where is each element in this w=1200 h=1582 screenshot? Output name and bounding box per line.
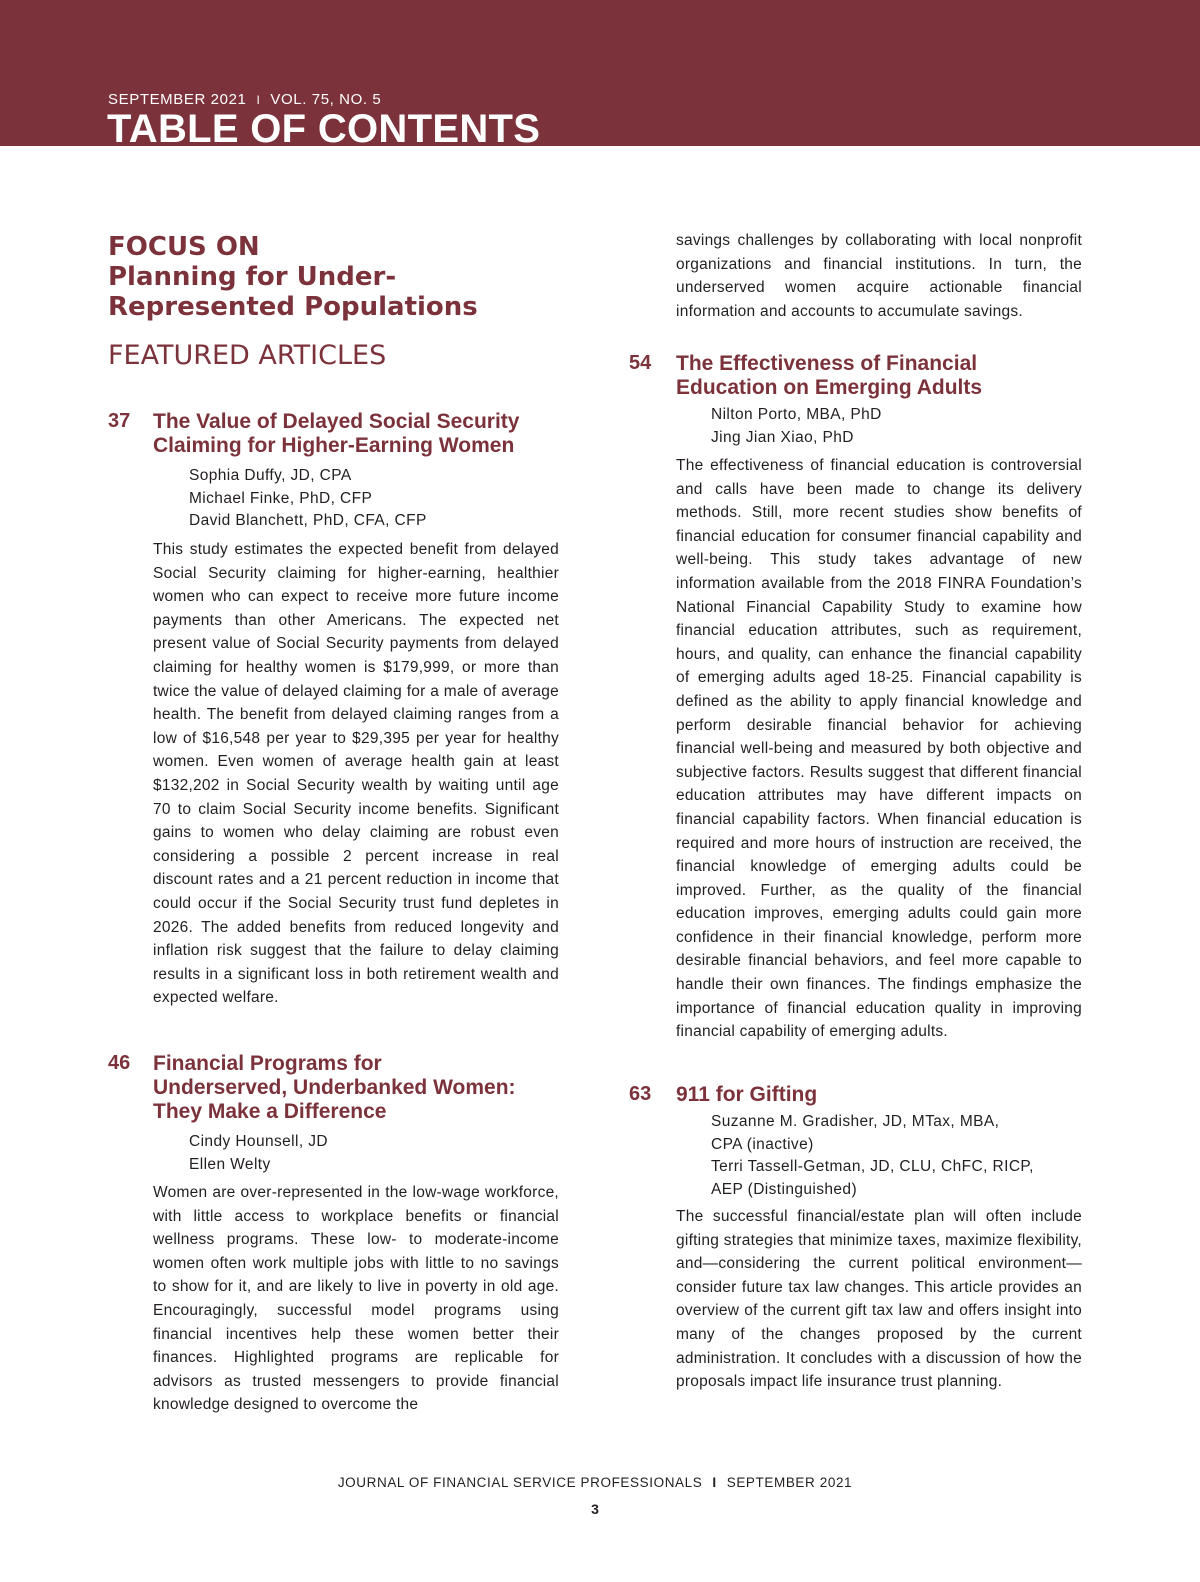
article-abstract: Women are over-represented in the low-wage workforce, with little access to workplace benefits or financial wellness programs. These low- to moderate-income women often work multiple jobs with little to no savings to show for it, and are likely to live in poverty in old age. Encouragingly, successful model programs using financial incentives help these women better their finances. Highlighted programs are replicable for advisors as trusted messengers to provide financial knowledge designed to overcome the (153, 1184, 559, 1414)
author-name: Ellen Welty (189, 1155, 271, 1173)
article-entry-54 (629, 352, 1083, 1062)
article-page-number: 63 (629, 1083, 652, 1105)
issue-volume: VOL. 75, NO. 5 (270, 91, 382, 108)
article-entry-63 (629, 1083, 1083, 1433)
article-title[interactable] (153, 410, 573, 458)
article-abstract: The successful financial/estate plan will often include gifting strategies that minimize taxes, maximize flexibility, and—considering the current political environment—consider future tax law changes. This article provides an overview of the current gift tax law and offers insight into many of the changes proposed by the current administration. It concludes with a discussion of how the proposals impact life insurance trust planning. (676, 1208, 1082, 1391)
focus-heading-line-3: Represented Populations (108, 292, 478, 322)
article-title-line: The Value of Delayed Social Security (153, 410, 520, 433)
article-authors (189, 1131, 328, 1176)
author-name: Suzanne M. Gradisher, JD, MTax, MBA, (711, 1113, 1000, 1130)
issue-info (108, 91, 381, 108)
article-title[interactable] (676, 1083, 1086, 1107)
page-number: 3 (591, 1501, 599, 1517)
focus-heading-line-2: Planning for Under- (108, 262, 397, 292)
masthead-banner (0, 0, 1200, 146)
footer-journal-line (0, 1475, 1190, 1490)
issue-date: SEPTEMBER 2021 (108, 91, 247, 108)
author-name: Cindy Hounsell, JD (189, 1133, 329, 1150)
author-name: Jing Jian Xiao, PhD (711, 428, 854, 446)
author-name: Nilton Porto, MBA, PhD (711, 406, 882, 423)
article-entry-46 (108, 1052, 560, 1422)
page-title: TABLE OF CONTENTS (107, 107, 541, 146)
article-title-line: The Effectiveness of Financial (676, 352, 978, 375)
issue-separator: I (256, 93, 261, 107)
article-title-line: They Make a Difference (153, 1100, 387, 1123)
article-authors (711, 404, 882, 449)
focus-heading-line-1: FOCUS ON (108, 232, 260, 262)
footer-separator: I (712, 1475, 717, 1490)
article-abstract-continued: savings challenges by collaborating with local nonprofit organizations and financial institutions. In turn, the underserved women acquire actionable financial information and accounts to accumulate savings. (676, 232, 1082, 320)
article-authors (189, 465, 427, 533)
article-title-line: Education on Emerging Adults (676, 376, 983, 399)
article-authors (711, 1111, 1034, 1201)
article-title-line: Claiming for Higher-Earning Women (153, 434, 515, 457)
footer-journal-name: JOURNAL OF FINANCIAL SERVICE PROFESSIONALS (337, 1475, 703, 1490)
article-page-number: 37 (108, 410, 131, 432)
author-name: AEP (Distinguished) (711, 1180, 858, 1198)
focus-heading (108, 232, 538, 322)
footer-date: SEPTEMBER 2021 (726, 1475, 853, 1490)
article-abstract: The effectiveness of financial education is controversial and calls have been made to change its delivery methods. Still, more recent studies show benefits of financial education for consumer financial capability and well-being. This study takes advantage of new information available from the 2018 FINRA Foundation’s National Financial Capability Study to examine how financial education attributes, such as requirement, hours, and quality, can enhance the financial capability of emerging adults aged 18-25. Financial capability is defined as the ability to apply financial knowledge and perform desirable financial behavior for achieving financial well-being and measured by both objective and subjective factors. Results suggest that different financial education attributes may have different impacts on financial capability factors. When financial education is required and more hours of instruction are received, the financial knowledge of emerging adults could be improved. Further, as the quality of the financial education improves, emerging adults could gain more confidence in their financial knowledge, perform more desirable financial behaviors, and feel more capable to handle their own finances. The findings emphasize the importance of financial education quality in improving financial capability of emerging adults. (676, 457, 1082, 1041)
featured-articles-heading: FEATURED ARTICLES (108, 340, 387, 371)
article-title-line: 911 for Gifting (676, 1083, 818, 1106)
article-title[interactable] (676, 352, 1086, 400)
article-title-line: Financial Programs for (153, 1052, 382, 1075)
article-page-number: 54 (629, 352, 652, 374)
author-name: Michael Finke, PhD, CFP (189, 489, 373, 507)
author-name: CPA (inactive) (711, 1135, 814, 1153)
article-entry-37 (108, 410, 560, 1030)
article-title[interactable] (153, 1052, 573, 1124)
article-title-line: Underserved, Underbanked Women: (153, 1076, 516, 1099)
article-abstract: This study estimates the expected benefit from delayed Social Security claiming for higher-earning, healthier women who can expect to receive more future income payments than other Americans. The expected net present value of Social Security payments from delayed claiming for healthy women is $179,999, or more than twice the value of delayed claiming for a male of average health. The benefit from delayed claiming ranges from a low of $16,548 per year to $29,395 per year for healthy women. Even women of average health gain at least $132,202 in Social Security wealth by waiting until age 70 to claim Social Security income benefits. Significant gains to women who delay claiming are robust even considering a possible 2 percent increase in real discount rates and a 21 percent reduction in income that could occur if the Social Security trust fund depletes in 2026. The added benefits from reduced longevity and inflation risk suggest that the failure to delay claiming results in a significant loss in both retirement wealth and expected welfare. (153, 541, 559, 1007)
article-page-number: 46 (108, 1052, 131, 1074)
author-name: Sophia Duffy, JD, CPA (189, 467, 352, 484)
author-name: Terri Tassell-Getman, JD, CLU, ChFC, RICP, (711, 1158, 1034, 1175)
author-name: David Blanchett, PhD, CFA, CFP (189, 512, 427, 529)
